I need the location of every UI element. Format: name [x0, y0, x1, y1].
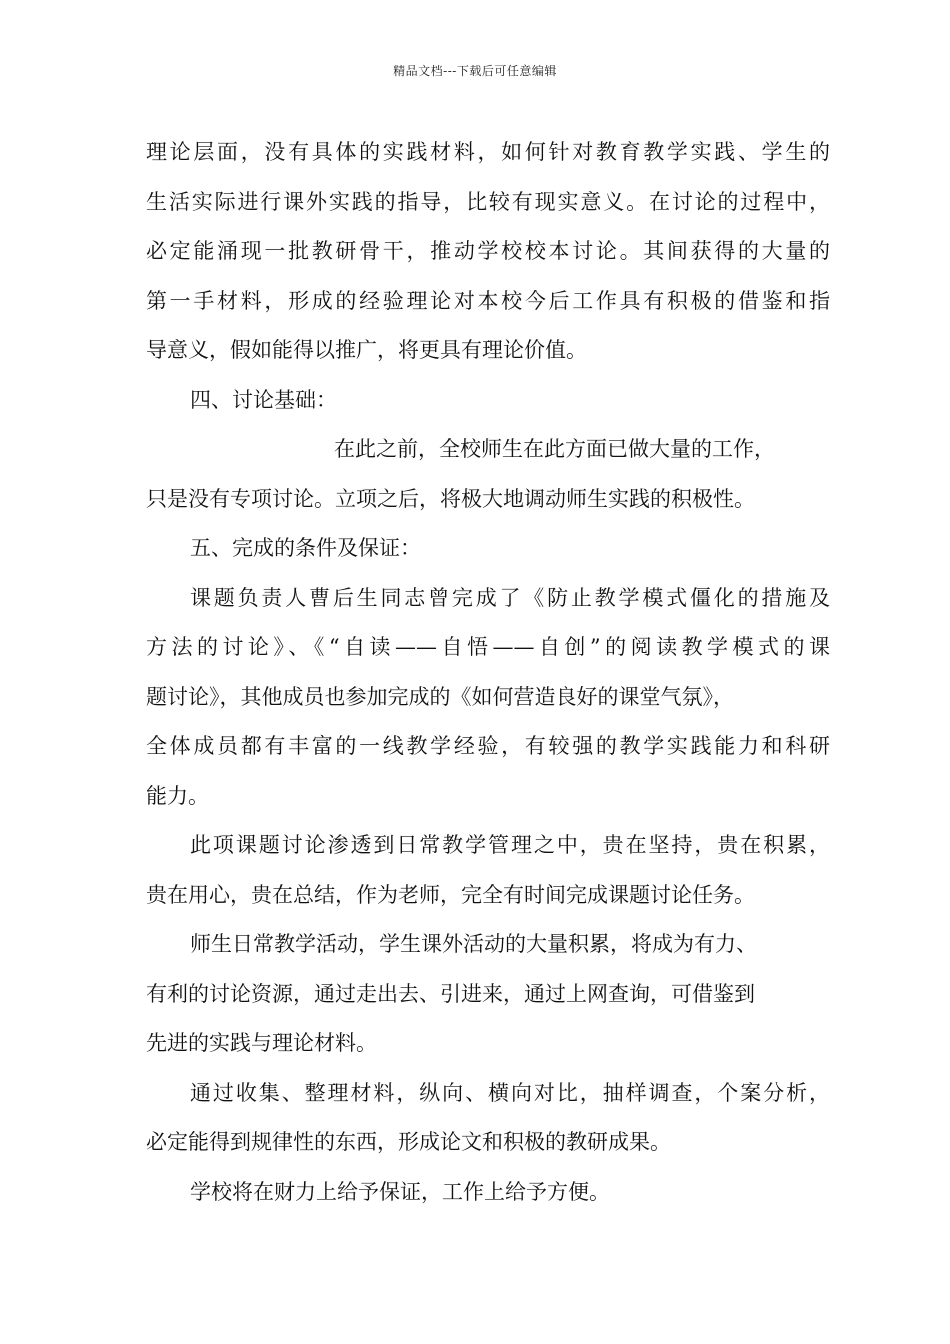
- body-line: 此项课题讨论渗透到日常教学管理之中，贵在坚持，贵在积累，: [190, 833, 830, 857]
- body-line: 导意义，假如能得以推广，将更具有理论价值。: [146, 338, 587, 362]
- body-line: 必定能涌现一批教研骨干，推动学校校本讨论。其间获得的大量的: [146, 239, 830, 263]
- body-line: 学校将在财力上给予保证，工作上给予方便。: [190, 1179, 610, 1204]
- body-line: 只是没有专项讨论。立项之后，将极大地调动师生实践的积极性。: [146, 486, 755, 511]
- document-body: [146, 128, 830, 1217]
- body-line: 全体成员都有丰富的一线教学经验，有较强的教学实践能力和科研: [146, 734, 830, 758]
- body-line: 生活实际进行课外实践的指导，比较有现实意义。在讨论的过程中，: [146, 189, 830, 214]
- body-line: 通过收集、整理材料，纵向、横向对比，抽样调查，个案分析，: [190, 1080, 830, 1105]
- body-line: 必定能得到规律性的东西，形成论文和积极的教研成果。: [146, 1130, 671, 1154]
- body-line: 在此之前，全校师生在此方面已做大量的工作，: [334, 437, 775, 461]
- section-heading: 四、讨论基础：: [190, 387, 337, 412]
- body-line: 理论层面，没有具体的实践材料，如何针对教育教学实践、学生的: [146, 140, 830, 164]
- body-line: 师生日常教学活动，学生课外活动的大量积累，将成为有力、: [190, 932, 757, 956]
- body-line: 课题负责人曹后生同志曾完成了《防止教学模式僵化的措施及: [190, 585, 830, 610]
- page-header: 精品文档---下载后可任意编辑: [393, 64, 557, 78]
- body-line: 题讨论》，其他成员也参加完成的《如何营造良好的课堂气氛》，: [146, 684, 734, 709]
- body-line: 能力。: [146, 783, 209, 808]
- body-line: 方法的讨论》、《“自读——自悟——自创”的阅读教学模式的课: [146, 635, 830, 659]
- body-line: 先进的实践与理论材料。: [146, 1031, 377, 1055]
- body-line: 第一手材料，形成的经验理论对本校今后工作具有积极的借鉴和指: [146, 288, 830, 313]
- body-line: 有利的讨论资源，通过走出去、引进来，通过上网查询，可借鉴到: [146, 981, 755, 1006]
- body-line: 贵在用心，贵在总结，作为老师，完全有时间完成课题讨论任务。: [146, 882, 755, 907]
- section-heading: 五、完成的条件及保证：: [190, 536, 421, 560]
